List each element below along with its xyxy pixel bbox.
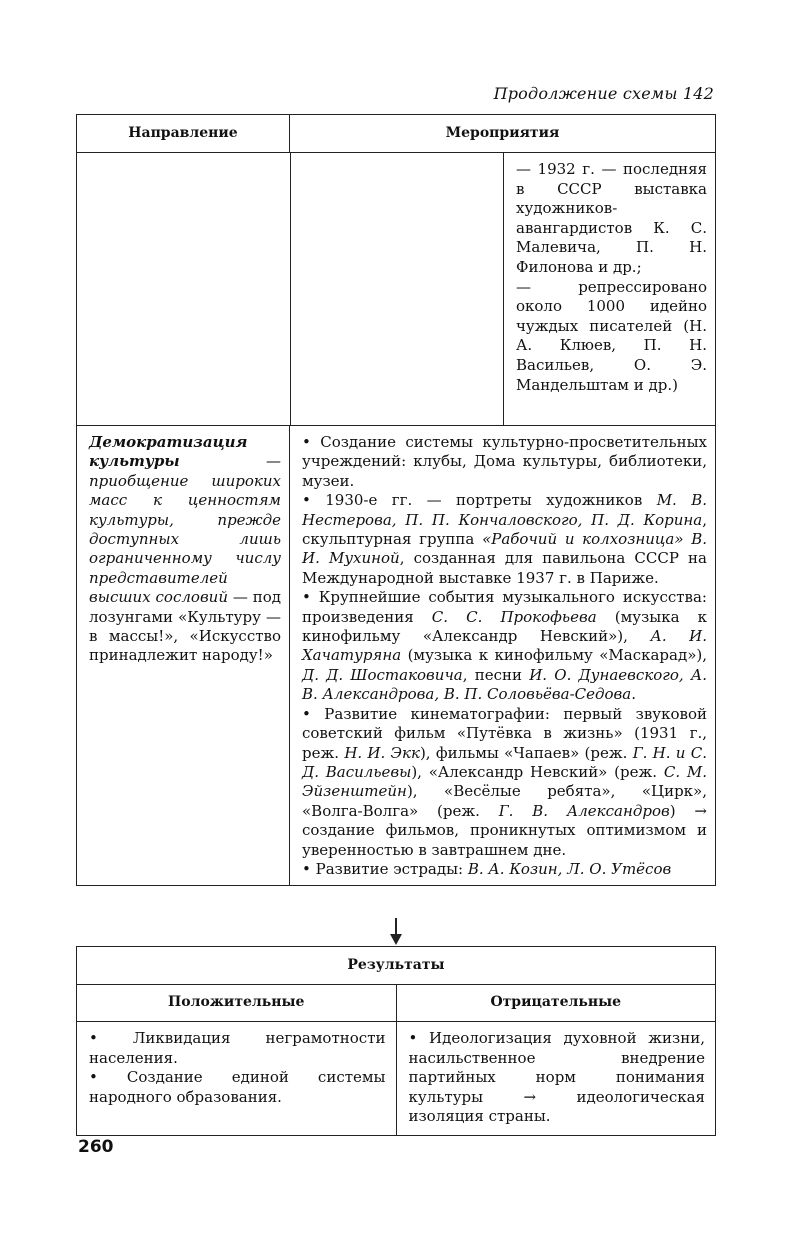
text-fragment: , скульптурная группа [302, 510, 707, 549]
continued-box [503, 153, 715, 425]
composer-name: Д. Д. Шостаковича [302, 665, 463, 684]
positive-cell [77, 1022, 397, 1136]
text-fragment: • Развитие эстрады: [302, 859, 468, 878]
results-subheader-row [77, 985, 716, 1022]
text-fragment: • 1930-е гг. — портреты художников [302, 491, 657, 510]
results-table [76, 946, 716, 1136]
text-fragment: ), «Александр Невский» (реж. [411, 762, 664, 781]
negative-item: • Идеологизация духовной жизни, насильственное внедрение партийных норм понимания культуры → идеологическая изоляция страны. [408, 1029, 705, 1126]
direction-title: Демократизация культуры [89, 433, 248, 471]
text-fragment: (музыка к кинофильму «Маскарад»), [401, 646, 707, 665]
sculpture-name: «Рабочий и колхозница» В. И. Мухиной [302, 530, 708, 568]
positive-header: Положительные [77, 985, 397, 1022]
direction-slogans: — под лозунгами «Культуру — в массы!», «Искусство принадлежит народу!» [89, 588, 281, 665]
header-row [77, 115, 716, 153]
director-name: Г. В. Александров [498, 801, 670, 820]
positive-item: • Ликвидация неграмотности населения. [89, 1029, 386, 1067]
text-fragment: ) → создание фильмов, проникнутых оптимизмом и уверенностью в завтрашнем дне. [302, 801, 707, 859]
event-item-art [302, 491, 707, 588]
composer-name: А. И. Хачатуряна [302, 627, 707, 665]
text-fragment: • Крупнейшие события музыкального искусства: произведения [302, 588, 707, 626]
scheme-caption: Продолжение схемы 142 [493, 84, 714, 103]
performer-names: В. А. Козин, Л. О. Утёсов [467, 859, 672, 878]
positive-item: • Создание единой системы народного образования. [89, 1068, 386, 1106]
artist-names: М. В. Нестерова, П. П. Кончаловского, П. Д. Корина [302, 491, 708, 529]
continued-item: — репрессировано около 1000 идейно чуждых писателей (Н. А. Клюев, П. Н. Васильев, О. Э. Мандельштам и др.) [516, 277, 707, 394]
header-events: Мероприятия [290, 115, 716, 153]
text-fragment: ), фильмы «Чапаев» (реж. [419, 743, 633, 762]
direction-cell [77, 426, 290, 886]
continued-item: — 1932 г. — последняя в СССР выставка художников-авангардистов К. С. Малевича, П. Н. Филонова и др.; [516, 160, 707, 276]
democratization-row [77, 426, 716, 886]
header-direction: Направление [77, 115, 290, 153]
event-item-music [302, 588, 707, 704]
continued-cell [77, 153, 716, 426]
text-fragment: (музыка к кинофильму «Александр Невский»), [302, 607, 707, 646]
measures-table [76, 114, 716, 886]
negative-header: Отрицательные [396, 985, 716, 1022]
text-fragment: ), «Весёлые ребята», «Цирк», «Волга-Волга» (реж. [302, 782, 707, 820]
text-fragment: , песни [462, 665, 530, 684]
continued-row [77, 153, 716, 426]
results-title: Результаты [77, 947, 716, 985]
results-title-row [77, 947, 716, 985]
events-cell [290, 426, 716, 886]
text-fragment: • Развитие кинематографии: первый звуковой советский фильм «Путёвка в жизнь» (1931 г., реж. [302, 704, 707, 762]
text-fragment: , созданная для павильона СССР на Международной выставке 1937 г. в Париже. [302, 549, 707, 587]
text-fragment: . [631, 685, 637, 704]
direction-description: — приобщение широких масс к ценностям культуры, прежде доступных лишь ограниченному числу представителей высших сословий [89, 452, 281, 607]
continued-area [290, 153, 715, 425]
composer-name: С. С. Прокофьева [431, 607, 597, 626]
arrow-down-icon [390, 934, 402, 945]
director-name: Н. И. Экк [344, 743, 420, 762]
event-item-cinema [302, 705, 707, 860]
director-name: Г. Н. и С. Д. Васильевы [302, 743, 707, 781]
event-item-estrada [302, 860, 707, 879]
page-number: 260 [78, 1137, 114, 1157]
director-name: С. М. Эйзенштейн [302, 762, 707, 801]
composer-names: И. О. Дунаевского, А. В. Александрова, В. П. Соловьёва-Седова [302, 665, 707, 704]
event-item-institutions: • Создание системы культурно-просветительных учреждений: клубы, Дома культуры, библиотеки, музеи. [302, 433, 707, 490]
negative-cell [396, 1022, 716, 1136]
results-body-row [77, 1022, 716, 1136]
